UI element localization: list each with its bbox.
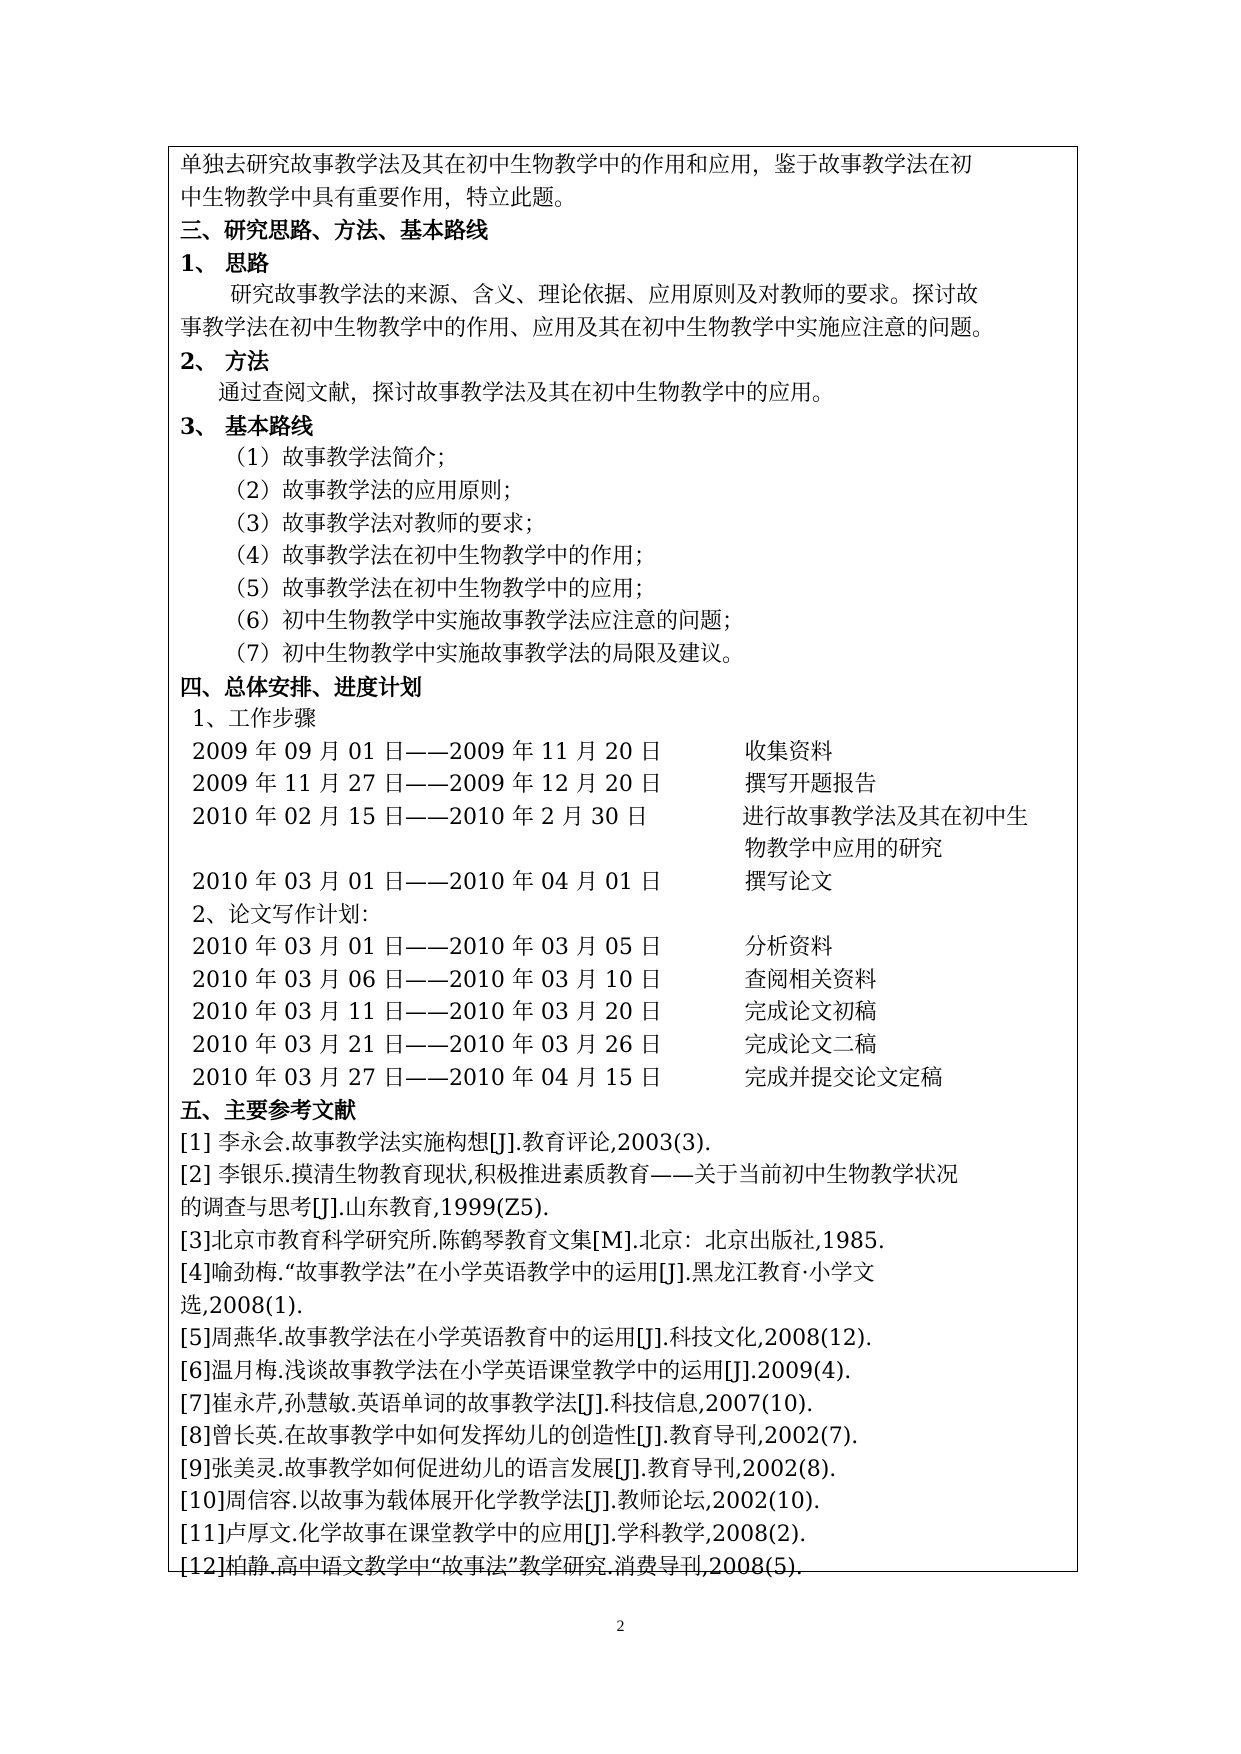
schedule-range: 2010 年 02 月 15 日——2010 年 2 月 30 日 [192,804,648,830]
reference-item: [2] 李银乐.摸清生物教育现状,积极推进素质教育——关于当前初中生物教学状况 [180,1163,959,1189]
plan-task: 完成论文二稿 [744,1033,877,1059]
section-4-heading: 四、总体安排、进度计划 [180,674,423,701]
plan-range: 2010 年 03 月 27 日——2010 年 04 月 15 日 [192,1065,662,1091]
reference-item: [9]张美灵.故事教学如何促进幼儿的语言发展[J].教育导刊,2002(8). [180,1456,837,1482]
schedule-row [180,769,1080,802]
route-item: （4）故事教学法在初中生物教学中的作用； [224,544,656,570]
schedule-row [180,867,1080,900]
plan-task: 分析资料 [744,935,833,961]
schedule-range: 2009 年 09 月 01 日——2009 年 11 月 20 日 [192,739,662,765]
reference-item: [4]喻劲梅.“故事教学法”在小学英语教学中的运用[J].黑龙江教育·小学文 [180,1261,875,1287]
steps-heading: 1、工作步骤 [192,707,316,733]
schedule-row [180,802,1080,835]
schedule-range: 2010 年 03 月 01 日——2010 年 04 月 01 日 [192,870,662,896]
method-text: 通过查阅文献，探讨故事教学法及其在初中生物教学中的应用。 [218,381,835,407]
method-heading: 2、 方法 [180,348,269,375]
schedule-task: 收集资料 [744,739,833,765]
route-item: （1）故事教学法简介； [224,446,458,472]
plan-task: 完成并提交论文定稿 [744,1065,943,1091]
plan-task: 完成论文初稿 [744,1000,877,1026]
reference-item: [8]曾长英.在故事教学中如何发挥幼儿的创造性[J].教育导刊,2002(7). [180,1424,859,1450]
thinking-heading: 1、 思路 [180,250,269,277]
plan-range: 2010 年 03 月 21 日——2010 年 03 月 26 日 [192,1033,662,1059]
reference-item: [3]北京市教育科学研究所.陈鹤琴教育文集[M].北京：北京出版社,1985. [180,1228,885,1254]
route-item: （2）故事教学法的应用原则； [224,478,524,504]
plan-row [180,1030,1080,1063]
section-5-heading: 五、主要参考文献 [180,1098,357,1125]
plan-row [180,997,1080,1030]
schedule-task: 撰写开题报告 [744,772,877,798]
route-item: （7）初中生物教学中实施故事教学法的局限及建议。 [224,641,744,667]
document-body [180,150,1080,1584]
route-item: （3）故事教学法对教师的要求； [224,511,546,537]
plan-row [180,965,1080,998]
route-item: （6）初中生物教学中实施故事教学法应注意的问题； [224,609,744,635]
reference-item-continued: 的调查与思考[J].山东教育,1999(Z5). [180,1196,550,1221]
reference-item: [7]崔永芹,孙慧敏.英语单词的故事教学法[J].科技信息,2007(10). [180,1391,814,1417]
intro-line-2: 中生物教学中具有重要作用，特立此题。 [180,185,577,211]
reference-item: [5]周燕华.故事教学法在小学英语教育中的运用[J].科技文化,2008(12). [180,1326,873,1352]
plan-range: 2010 年 03 月 06 日——2010 年 03 月 10 日 [192,967,662,993]
plan-task: 查阅相关资料 [744,967,877,993]
section-3-heading: 三、研究思路、方法、基本路线 [180,218,489,245]
reference-item: [1] 李永会.故事教学法实施构想[J].教育评论,2003(3). [180,1130,712,1156]
page-number: 2 [616,1618,625,1635]
thinking-text-1: 研究故事教学法的来源、含义、理论依据、应用原则及对教师的要求。探讨故 [230,283,979,309]
plan-range: 2010 年 03 月 01 日——2010 年 03 月 05 日 [192,935,662,961]
reference-item-continued: 选,2008(1). [180,1293,304,1319]
plan-range: 2010 年 03 月 11 日——2010 年 03 月 20 日 [192,1000,662,1026]
reference-item: [12]柏静.高中语文教学中“故事法”教学研究.消费导刊,2008(5). [180,1554,803,1580]
reference-item: [11]卢厚文.化学故事在课堂教学中的应用[J].学科教学,2008(2). [180,1521,807,1547]
plan-row [180,932,1080,965]
route-heading: 3、 基本路线 [180,413,313,440]
schedule-task: 撰写论文 [744,870,833,896]
schedule-range: 2009 年 11 月 27 日——2009 年 12 月 20 日 [192,772,662,798]
route-item: （5）故事教学法在初中生物教学中的应用； [224,576,656,602]
reference-item: [10]周信容.以故事为载体展开化学教学法[J].教师论坛,2002(10). [180,1489,821,1515]
schedule-task-continued: 物教学中应用的研究 [744,837,943,863]
schedule-row [180,737,1080,770]
thinking-text-2: 事教学法在初中生物教学中的作用、应用及其在初中生物教学中实施应注意的问题。 [180,315,995,341]
reference-item: [6]温月梅.浅谈故事教学法在小学英语课堂教学中的运用[J].2009(4). [180,1358,852,1384]
schedule-task: 进行故事教学法及其在初中生 [742,804,1029,830]
schedule-row-continued [180,834,1080,867]
plan-row [180,1063,1080,1096]
plan-heading: 2、论文写作计划： [192,902,382,928]
intro-line-1: 单独去研究故事教学法及其在初中生物教学中的作用和应用，鉴于故事教学法在初 [180,153,973,178]
